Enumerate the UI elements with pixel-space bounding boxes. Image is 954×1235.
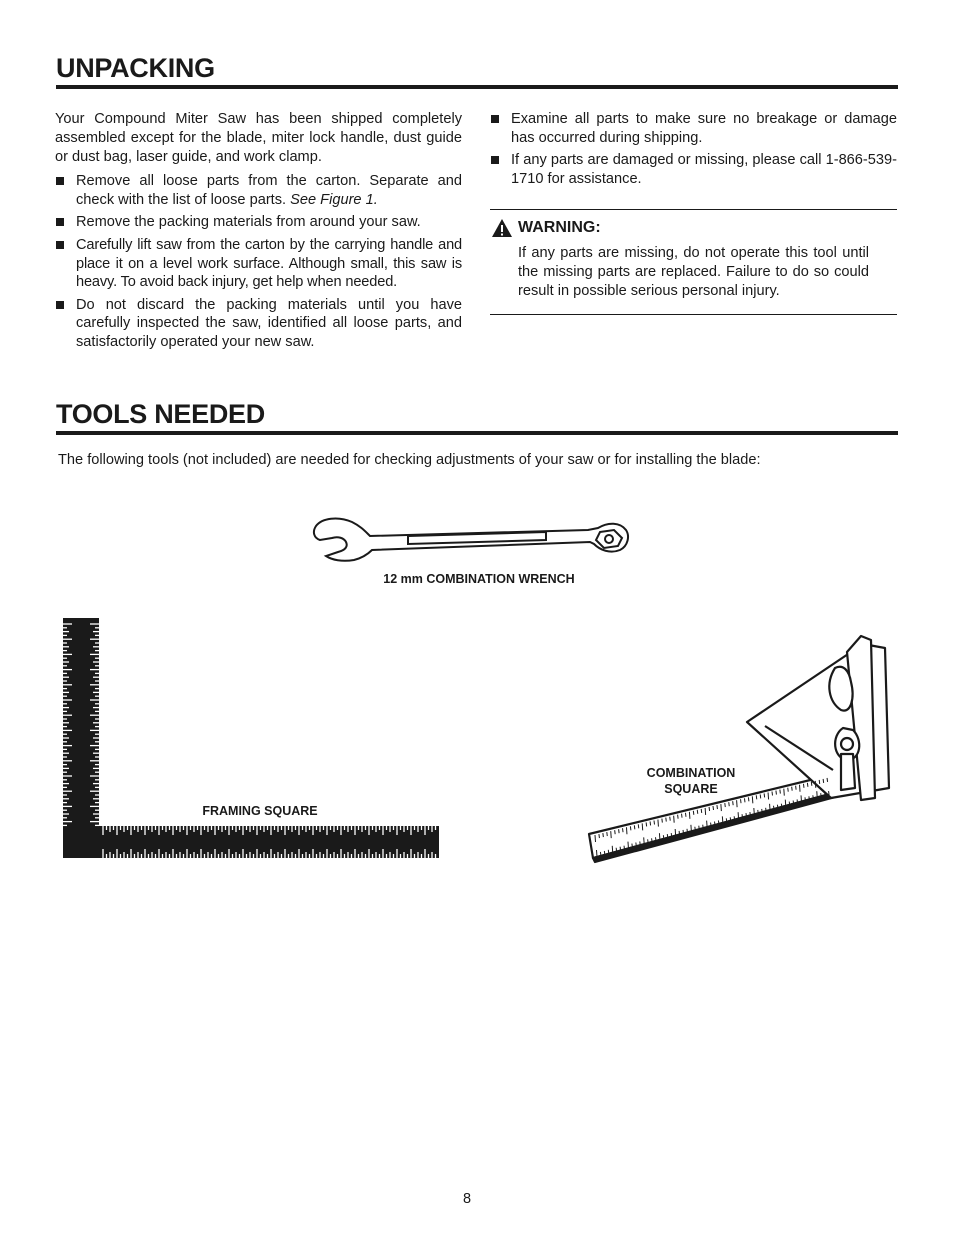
tools-heading: TOOLS NEEDED bbox=[56, 399, 265, 429]
page-number: 8 bbox=[462, 1191, 472, 1207]
ruler-tick bbox=[817, 791, 818, 798]
ruler-tick bbox=[772, 792, 773, 796]
ruler-tick bbox=[628, 842, 629, 849]
ruler-tick bbox=[652, 838, 653, 842]
ruler-tick bbox=[809, 796, 810, 800]
ruler-tick bbox=[788, 788, 789, 792]
bullet-text: Do not discard the packing materials until you have carefully inspected the saw, identified all loose parts, and satisfactorily operated your new saw. bbox=[76, 296, 462, 351]
ruler-tick bbox=[662, 819, 663, 823]
ruler-tick bbox=[797, 799, 798, 803]
ruler-tick bbox=[697, 810, 698, 814]
ruler-tick bbox=[687, 829, 688, 833]
ruler-tick bbox=[821, 793, 822, 797]
ruler-tick bbox=[693, 811, 694, 815]
ruler-tick bbox=[685, 813, 686, 817]
wrench-label: 12 mm COMBINATION WRENCH bbox=[383, 572, 575, 586]
ruler-tick bbox=[813, 795, 814, 799]
ruler-tick bbox=[705, 808, 706, 815]
ruler-tick bbox=[733, 801, 734, 805]
unpacking-right-column bbox=[490, 110, 897, 192]
ruler-tick bbox=[803, 784, 804, 788]
ruler-tick bbox=[612, 846, 613, 853]
bullet-text: If any parts are damaged or missing, please call 1-866-539-1710 for assistance. bbox=[511, 152, 897, 187]
ruler-tick bbox=[796, 786, 797, 790]
combination-square-label-line1: COMBINATION bbox=[646, 766, 736, 780]
ruler-tick bbox=[658, 820, 659, 827]
bullet-square-icon bbox=[491, 156, 499, 164]
ruler-tick bbox=[646, 822, 647, 826]
ruler-tick bbox=[754, 808, 755, 815]
ruler-tick bbox=[800, 785, 801, 792]
ruler-tick bbox=[762, 809, 763, 813]
ruler-tick bbox=[603, 833, 604, 837]
ruler-tick bbox=[825, 792, 826, 796]
ruler-tick bbox=[711, 823, 712, 827]
combination-square-label-line2: SQUARE bbox=[664, 781, 718, 796]
tools-intro: The following tools (not included) are needed for checking adjustments of your saw or for installing the blade: bbox=[58, 452, 761, 468]
figure-reference: See Figure 1. bbox=[290, 192, 378, 209]
ruler-tick bbox=[611, 831, 612, 838]
bullet-square-icon bbox=[491, 115, 499, 123]
ruler-tick bbox=[595, 835, 596, 842]
unpacking-intro: Your Compound Miter Saw has been shipped completely assembled except for the blade, miter lock handle, dust guide or dust bag, laser guide, and work clamp. bbox=[55, 111, 462, 165]
ruler-tick bbox=[709, 807, 710, 811]
ruler-tick bbox=[768, 792, 769, 799]
list-item bbox=[55, 172, 462, 210]
ruler-tick bbox=[744, 798, 745, 802]
section-rule bbox=[56, 431, 898, 435]
ruler-tick bbox=[742, 814, 743, 818]
framing-square-illustration bbox=[61, 616, 442, 860]
framing-square-label: FRAMING SQUARE bbox=[202, 804, 318, 818]
ruler-tick bbox=[770, 804, 771, 811]
ruler-tick bbox=[805, 797, 806, 801]
ruler-tick bbox=[626, 827, 627, 834]
list-item bbox=[55, 236, 462, 292]
list-item bbox=[55, 296, 462, 352]
ruler-tick bbox=[679, 831, 680, 835]
unpacking-list-left bbox=[55, 172, 462, 352]
ruler-tick bbox=[691, 825, 692, 832]
ruler-tick bbox=[823, 779, 824, 783]
section-rule bbox=[56, 85, 898, 89]
ruler-tick bbox=[789, 802, 790, 806]
ruler-tick bbox=[741, 799, 742, 803]
ruler-tick bbox=[764, 793, 765, 797]
bullet-text: Carefully lift saw from the carton by the carrying handle and place it on a level work surface. Although small, this saw is heavy. To avoid back injury, get help when needed. bbox=[76, 236, 462, 291]
ruler-tick bbox=[715, 822, 716, 826]
ruler-tick bbox=[600, 852, 601, 856]
warning-header bbox=[491, 218, 601, 238]
ruler-tick bbox=[737, 800, 738, 807]
ruler-tick bbox=[678, 815, 679, 819]
bullet-square-icon bbox=[56, 177, 64, 185]
ruler-tick bbox=[717, 805, 718, 809]
ruler-tick bbox=[648, 839, 649, 843]
warning-box bbox=[490, 209, 897, 315]
ruler-tick bbox=[699, 826, 700, 830]
ruler-tick bbox=[780, 790, 781, 794]
ruler-tick bbox=[750, 812, 751, 816]
ruler-tick bbox=[640, 841, 641, 845]
ruler-tick bbox=[650, 821, 651, 825]
ruler-tick bbox=[811, 782, 812, 786]
ruler-tick bbox=[725, 803, 726, 807]
ruler-tick bbox=[701, 809, 702, 813]
warning-title: WARNING: bbox=[518, 219, 601, 236]
ruler-tick bbox=[642, 823, 643, 830]
ruler-tick bbox=[777, 805, 778, 809]
ruler-tick bbox=[707, 821, 708, 828]
ruler-tick bbox=[829, 791, 830, 795]
ruler-tick bbox=[615, 830, 616, 834]
warning-text: If any parts are missing, do not operate this tool until the missing parts are replaced. Failure to do so could result in possible serious personal injury. bbox=[518, 245, 869, 299]
ruler-tick bbox=[632, 844, 633, 848]
ruler-tick bbox=[638, 824, 639, 828]
ruler-tick bbox=[758, 810, 759, 814]
ruler-tick bbox=[608, 850, 609, 854]
ruler-tick bbox=[682, 814, 683, 818]
ruler-tick bbox=[785, 800, 786, 807]
combination-square-label bbox=[634, 766, 748, 797]
warning-triangle-icon bbox=[491, 218, 513, 238]
ruler-tick bbox=[683, 830, 684, 834]
ruler-tick bbox=[738, 812, 739, 819]
ruler-tick bbox=[663, 835, 664, 839]
ruler-tick bbox=[619, 829, 620, 833]
ruler-tick bbox=[713, 806, 714, 810]
ruler-tick bbox=[674, 816, 675, 823]
ruler-tick bbox=[630, 826, 631, 830]
ruler-tick bbox=[784, 789, 785, 796]
ruler-tick bbox=[675, 829, 676, 836]
ruler-tick bbox=[718, 820, 719, 824]
ruler-tick bbox=[807, 783, 808, 787]
bullet-square-icon bbox=[56, 301, 64, 309]
ruler-tick bbox=[666, 818, 667, 822]
ruler-tick bbox=[730, 817, 731, 821]
ruler-tick bbox=[623, 828, 624, 832]
ruler-tick bbox=[721, 804, 722, 811]
list-item bbox=[55, 213, 462, 232]
list-item bbox=[490, 110, 897, 148]
bullet-square-icon bbox=[56, 218, 64, 226]
ruler-tick bbox=[776, 791, 777, 795]
ruler-tick bbox=[766, 808, 767, 812]
ruler-tick bbox=[656, 837, 657, 841]
ruler-tick bbox=[801, 795, 802, 802]
ruler-tick bbox=[781, 804, 782, 808]
ruler-tick bbox=[654, 821, 655, 825]
ruler-tick bbox=[734, 816, 735, 820]
ruler-tick bbox=[774, 806, 775, 810]
ruler-tick bbox=[624, 846, 625, 850]
ruler-tick bbox=[792, 787, 793, 791]
ruler-tick bbox=[667, 834, 668, 838]
ruler-tick bbox=[671, 833, 672, 837]
ruler-tick bbox=[597, 850, 598, 857]
unpacking-left-column bbox=[55, 110, 462, 356]
bullet-text: Remove all loose parts from the carton. Separate and check with the list of loose parts. bbox=[76, 173, 462, 209]
ruler-tick bbox=[644, 837, 645, 844]
bullet-text: Examine all parts to make sure no breakage or damage has occurred during shipping. bbox=[511, 111, 897, 146]
ruler-tick bbox=[815, 781, 816, 788]
ruler-tick bbox=[604, 851, 605, 855]
combination-square-illustration bbox=[585, 628, 903, 864]
ruler-tick bbox=[670, 817, 671, 821]
ruler-tick bbox=[722, 816, 723, 823]
ruler-tick bbox=[607, 832, 608, 836]
ruler-tick bbox=[689, 812, 690, 819]
combination-wrench-illustration bbox=[308, 510, 633, 570]
ruler-tick bbox=[695, 827, 696, 831]
unpacking-heading: UNPACKING bbox=[56, 53, 215, 83]
ruler-tick bbox=[659, 833, 660, 840]
ruler-tick bbox=[760, 794, 761, 798]
ruler-tick bbox=[746, 813, 747, 817]
ruler-tick bbox=[729, 802, 730, 806]
ruler-tick bbox=[756, 795, 757, 799]
ruler-tick bbox=[748, 797, 749, 801]
ruler-tick bbox=[752, 796, 753, 803]
ruler-tick bbox=[620, 847, 621, 851]
unpacking-list-right bbox=[490, 110, 897, 189]
list-item bbox=[490, 151, 897, 189]
bullet-square-icon bbox=[56, 241, 64, 249]
ruler-tick bbox=[793, 801, 794, 805]
ruler-tick bbox=[703, 825, 704, 829]
ruler-tick bbox=[636, 843, 637, 847]
ruler-tick bbox=[726, 818, 727, 822]
bullet-text: Remove the packing materials from around your saw. bbox=[76, 214, 421, 231]
ruler-tick bbox=[634, 825, 635, 829]
ruler-tick bbox=[827, 778, 828, 782]
ruler-tick bbox=[819, 780, 820, 784]
ruler-tick bbox=[616, 848, 617, 852]
ruler-tick bbox=[599, 834, 600, 838]
